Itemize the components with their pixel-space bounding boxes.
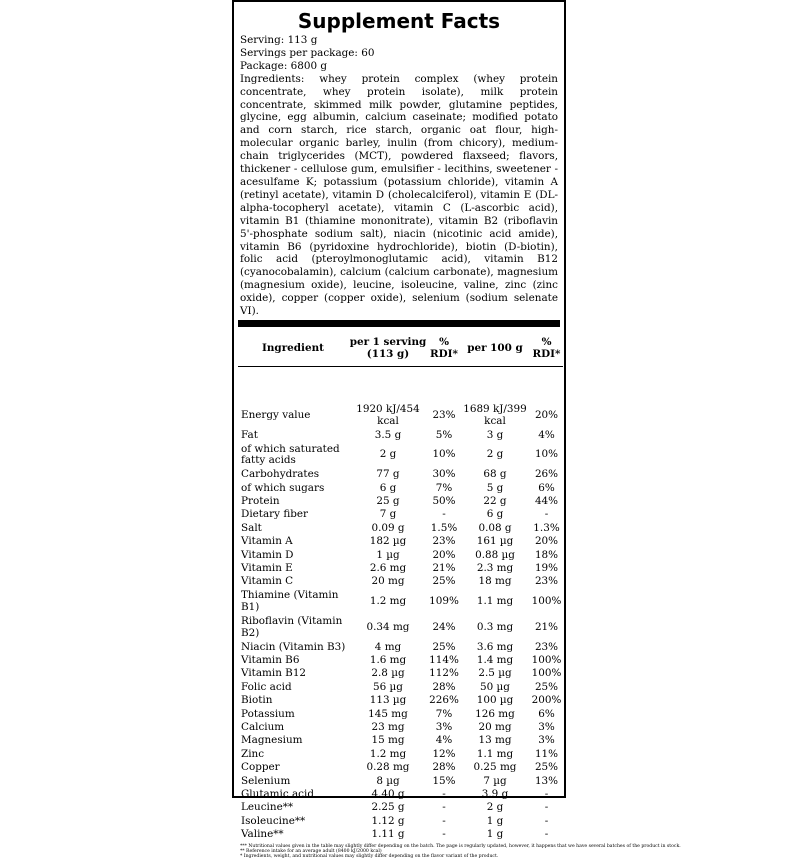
cell-rdi-100g: 100%	[531, 667, 562, 680]
cell-ingredient: Vitamin A	[241, 535, 293, 548]
table-row	[238, 403, 563, 429]
cell-rdi-100g: 6%	[538, 707, 555, 720]
cell-per-100g: 1.4 mg	[476, 654, 514, 667]
table-row	[238, 615, 563, 641]
cell-rdi-100g: 10%	[534, 448, 559, 461]
cell-rdi-100g: 23%	[534, 575, 559, 588]
table-row	[238, 721, 563, 734]
table-row	[238, 815, 563, 828]
cell-ingredient: Biotin	[241, 694, 273, 707]
cell-rdi-serving: -	[442, 814, 446, 827]
cell-ingredient: Dietary fiber	[241, 508, 309, 521]
table-row	[238, 775, 563, 788]
cell-rdi-serving: 5%	[435, 428, 453, 441]
cell-per-serving: 15 mg	[371, 734, 405, 747]
cell-per-serving: 4.40 g	[371, 787, 405, 800]
cell-ingredient: Selenium	[241, 774, 291, 787]
cell-per-100g: 50 µg	[480, 680, 510, 693]
cell-rdi-serving: -	[442, 508, 446, 521]
cell-rdi-serving: 25%	[432, 575, 456, 588]
divider-bar	[238, 320, 560, 327]
cell-rdi-serving: 3%	[435, 721, 453, 734]
cell-rdi-serving: 7%	[435, 707, 453, 720]
cell-ingredient: Vitamin B12	[241, 667, 307, 680]
table-row	[238, 668, 563, 681]
cell-rdi-serving: 20%	[432, 548, 456, 561]
table-row	[238, 482, 563, 495]
cell-rdi-serving: 4%	[435, 734, 453, 747]
cell-rdi-100g: 25%	[534, 761, 559, 774]
table-row	[238, 429, 563, 442]
cell-rdi-100g: -	[544, 508, 549, 521]
cell-rdi-100g: 44%	[534, 494, 559, 507]
cell-rdi-100g: 20%	[534, 535, 559, 548]
table-row	[238, 735, 563, 748]
footnote: ** Reference intake for an average adult (8400 kJ/2000 kcal)	[240, 848, 382, 854]
cell-rdi-serving: 1.5%	[430, 521, 458, 534]
cell-per-serving: 8 µg	[376, 774, 400, 787]
cell-ingredient: Vitamin D	[241, 548, 294, 561]
cell-rdi-100g: 21%	[534, 620, 559, 633]
table-row	[238, 802, 563, 815]
table-row	[238, 535, 563, 548]
cell-rdi-100g: 23%	[534, 640, 559, 653]
cell-ingredient: Magnesium	[241, 734, 303, 747]
header-per-serving: per 1 serving (113 g)	[349, 335, 427, 360]
cell-rdi-100g: -	[544, 828, 549, 841]
cell-rdi-serving: 25%	[432, 640, 456, 653]
cell-rdi-100g: 3%	[538, 734, 555, 747]
cell-rdi-serving: 10%	[432, 448, 456, 461]
cell-per-100g: 13 mg	[478, 734, 512, 747]
cell-ingredient: Riboflavin (Vitamin B2)	[241, 615, 343, 639]
cell-rdi-100g: 18%	[534, 548, 559, 561]
cell-per-100g: 2.5 µg	[478, 667, 512, 680]
cell-rdi-100g: 26%	[534, 468, 559, 481]
table-row	[238, 468, 563, 481]
cell-rdi-100g: 3%	[538, 721, 555, 734]
footnote: *** Nutritional values given in the table may slightly differ depending on the batch. The page is regularly updated, however, it happens that we have several batches of the product in stock.	[240, 843, 681, 849]
cell-per-100g: 6 g	[486, 508, 504, 521]
cell-rdi-serving: -	[442, 828, 446, 841]
cell-per-serving: 1.6 mg	[369, 654, 407, 667]
cell-rdi-100g: 4%	[538, 428, 555, 441]
table-row	[238, 509, 563, 522]
cell-rdi-serving: 24%	[432, 620, 456, 633]
cell-per-100g: 20 mg	[478, 721, 512, 734]
cell-per-100g: 3.9 g	[481, 787, 509, 800]
cell-ingredient: Zinc	[241, 747, 265, 760]
table-row	[238, 549, 563, 562]
cell-per-100g: 2 g	[486, 801, 504, 814]
cell-ingredient: Energy value	[241, 409, 311, 422]
table-row	[238, 694, 563, 707]
cell-ingredient: of which saturated fatty acids	[241, 442, 340, 467]
cell-rdi-100g: 200%	[531, 694, 562, 707]
cell-rdi-serving: 12%	[432, 747, 456, 760]
ingredients-list: Ingredients: whey protein complex (whey protein concentrate, whey protein isolate), milk protein concentrate, skimmed milk powder, glutamine peptides, glycine, egg albumin, calcium caseinate; modified potato and corn starch, rice starch, organic oat flour, high-molecular organic barley, inulin (from chicory), medium-chain triglycerides (MCT), powdered flaxseed; flavors, thickener - cellulose gum, emulsifier - lecithins, sweetener - acesulfame K; potassium (potassium chloride), vitamin A (retinyl acetate), vitamin D (cholecalciferol), vitamin E (DL-alpha-tocopheryl acetate), vitamin C (L-ascorbic acid), vitamin B1 (thiamine mononitrate), vitamin B2 (riboflavin 5'-phosphate sodium salt), niacin (nicotinic acid amide), vitamin B6 (pyridoxine hydrochloride), biotin (D-biotin), folic acid (pteroylmonoglutamic acid), vitamin B12 (cyanocobalamin), calcium (calcium carbonate), magnesium (magnesium oxide), leucine, isoleucine, valine, zinc (zinc oxide), copper (copper oxide), selenium (sodium selenate VI).	[240, 72, 558, 318]
cell-per-serving: 113 µg	[369, 694, 407, 707]
nutrition-table	[238, 331, 563, 842]
cell-ingredient: Isoleucine**	[241, 814, 306, 827]
cell-per-100g: 3 g	[486, 428, 504, 441]
table-row	[238, 828, 563, 841]
cell-ingredient: Protein	[241, 494, 280, 507]
cell-rdi-serving: -	[442, 787, 446, 800]
cell-rdi-serving: 23%	[432, 409, 456, 422]
cell-per-100g: 7 µg	[483, 774, 507, 787]
cell-rdi-100g: -	[544, 801, 549, 814]
cell-ingredient: Leucine**	[241, 801, 294, 814]
cell-per-serving: 4 mg	[374, 640, 402, 653]
package-info	[234, 34, 564, 73]
table-row	[238, 761, 563, 774]
header-rdi-100g: % RDI*	[532, 335, 561, 360]
cell-per-100g: 0.3 mg	[476, 620, 514, 633]
servings-per-package: Servings per package: 60	[240, 46, 375, 59]
cell-rdi-100g: 19%	[534, 561, 559, 574]
cell-ingredient: Folic acid	[241, 680, 292, 693]
cell-per-100g: 0.25 mg	[473, 761, 517, 774]
cell-per-100g: 161 µg	[476, 535, 514, 548]
cell-ingredient: Glutamic acid	[241, 787, 314, 800]
cell-per-serving: 0.09 g	[371, 521, 405, 534]
cell-rdi-serving: 226%	[429, 694, 459, 707]
cell-per-serving: 23 mg	[371, 721, 405, 734]
table-row	[238, 495, 563, 508]
table-row	[238, 589, 563, 615]
table-row	[238, 522, 563, 535]
cell-per-100g: 2.3 mg	[476, 561, 514, 574]
cell-rdi-100g: 100%	[531, 654, 562, 667]
cell-per-serving: 6 g	[379, 481, 397, 494]
cell-per-serving: 77 g	[376, 468, 400, 481]
header-ingredient: Ingredient	[262, 341, 324, 354]
footnote: * Ingredients, weight, and nutritional values may slightly differ depending on the flavor variant of the product.	[240, 853, 499, 859]
cell-per-100g: 1689 kJ/399 kcal	[463, 403, 527, 427]
cell-rdi-serving: 28%	[432, 680, 456, 693]
cell-per-serving: 2 g	[379, 448, 397, 461]
cell-per-100g: 100 µg	[476, 694, 514, 707]
cell-per-serving: 2.6 mg	[369, 561, 407, 574]
cell-per-serving: 1.2 mg	[369, 594, 407, 607]
footnotes	[234, 842, 681, 859]
label-title: Supplement Facts	[297, 9, 501, 33]
cell-rdi-serving: 112%	[429, 667, 459, 680]
cell-rdi-100g: -	[544, 787, 549, 800]
supplement-facts-label	[232, 0, 681, 859]
table-header-row	[238, 331, 563, 367]
package-weight: Package: 6800 g	[240, 59, 328, 72]
cell-per-100g: 0.88 µg	[475, 548, 515, 561]
cell-per-serving: 1 µg	[376, 548, 400, 561]
cell-rdi-100g: 6%	[538, 481, 555, 494]
cell-rdi-100g: 13%	[534, 774, 559, 787]
cell-ingredient: Thiamine (Vitamin B1)	[241, 589, 339, 613]
cell-rdi-serving: 28%	[432, 761, 456, 774]
cell-rdi-serving: 50%	[432, 494, 456, 507]
cell-per-100g: 68 g	[483, 468, 507, 481]
cell-rdi-serving: -	[442, 801, 446, 814]
cell-ingredient: Valine**	[241, 828, 284, 841]
cell-per-serving: 1.11 g	[371, 828, 405, 841]
cell-ingredient: Salt	[241, 521, 262, 534]
cell-per-100g: 126 mg	[475, 707, 515, 720]
table-row	[238, 654, 563, 667]
cell-rdi-serving: 114%	[429, 654, 459, 667]
cell-per-serving: 3.5 g	[374, 428, 402, 441]
cell-per-100g: 1 g	[486, 814, 504, 827]
cell-per-serving: 0.34 mg	[366, 620, 410, 633]
cell-ingredient: Vitamin E	[241, 561, 293, 574]
cell-ingredient: Vitamin B6	[241, 654, 300, 667]
cell-per-serving: 7 g	[379, 508, 397, 521]
cell-per-100g: 1.1 mg	[476, 594, 514, 607]
cell-rdi-100g: -	[544, 814, 549, 827]
cell-ingredient: Vitamin C	[241, 575, 294, 588]
cell-per-serving: 182 µg	[369, 535, 407, 548]
cell-per-100g: 0.08 g	[478, 521, 512, 534]
cell-per-100g: 1 g	[486, 828, 504, 841]
table-row	[238, 442, 563, 468]
cell-ingredient: Calcium	[241, 721, 285, 734]
cell-per-serving: 1.12 g	[371, 814, 405, 827]
header-separator	[238, 367, 563, 403]
header-per-100g: per 100 g	[467, 341, 523, 354]
cell-rdi-100g: 20%	[534, 409, 559, 422]
table-row	[238, 641, 563, 654]
cell-rdi-serving: 23%	[432, 535, 456, 548]
cell-per-serving: 145 mg	[368, 707, 408, 720]
cell-ingredient: Copper	[241, 761, 280, 774]
cell-rdi-100g: 11%	[534, 747, 559, 760]
cell-per-serving: 56 µg	[373, 680, 403, 693]
serving-size: Serving: 113 g	[240, 34, 318, 46]
cell-rdi-serving: 21%	[432, 561, 456, 574]
table-row	[238, 748, 563, 761]
cell-rdi-100g: 1.3%	[533, 521, 560, 534]
cell-rdi-100g: 100%	[531, 594, 562, 607]
cell-per-100g: 5 g	[486, 481, 504, 494]
cell-per-serving: 1920 kJ/454 kcal	[356, 403, 420, 427]
cell-per-100g: 2 g	[486, 448, 504, 461]
cell-per-serving: 2.8 µg	[371, 667, 405, 680]
cell-rdi-100g: 25%	[534, 680, 559, 693]
cell-ingredient: Carbohydrates	[241, 468, 320, 481]
cell-per-serving: 25 g	[376, 494, 400, 507]
table-row	[238, 681, 563, 694]
cell-rdi-serving: 7%	[435, 481, 453, 494]
cell-ingredient: Fat	[241, 428, 258, 441]
cell-per-serving: 0.28 mg	[366, 761, 410, 774]
cell-per-100g: 1.1 mg	[476, 747, 514, 760]
table-row	[238, 788, 563, 801]
cell-ingredient: of which sugars	[241, 481, 325, 494]
cell-per-100g: 22 g	[483, 494, 507, 507]
cell-rdi-serving: 15%	[432, 774, 456, 787]
cell-ingredient: Potassium	[241, 707, 295, 720]
cell-rdi-serving: 109%	[429, 594, 459, 607]
cell-ingredient: Niacin (Vitamin B3)	[241, 640, 346, 653]
cell-per-100g: 18 mg	[478, 575, 512, 588]
cell-per-serving: 2.25 g	[371, 801, 405, 814]
table-body	[238, 403, 563, 842]
cell-rdi-serving: 30%	[432, 468, 456, 481]
cell-per-serving: 20 mg	[371, 575, 405, 588]
cell-per-serving: 1.2 mg	[369, 747, 407, 760]
cell-per-100g: 3.6 mg	[476, 640, 514, 653]
header-rdi-serving: % RDI*	[430, 335, 458, 360]
table-row	[238, 708, 563, 721]
table-row	[238, 575, 563, 588]
table-row	[238, 562, 563, 575]
